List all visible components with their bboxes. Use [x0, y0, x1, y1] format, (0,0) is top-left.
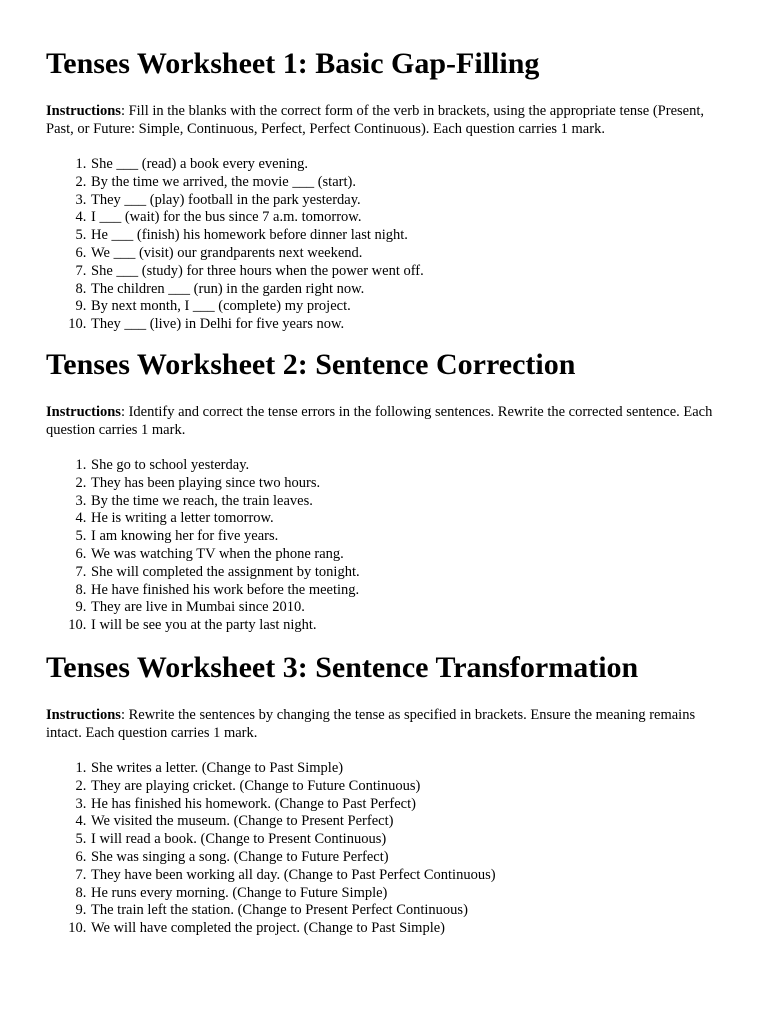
- worksheet-3-title: Tenses Worksheet 3: Sentence Transformation: [46, 650, 639, 684]
- question-item: 6. We was watching TV when the phone rang.: [90, 546, 722, 564]
- question-item: 5. I will read a book. (Change to Present Continuous): [90, 831, 722, 849]
- question-item: 10. We will have completed the project. (Change to Past Simple): [90, 920, 722, 938]
- instructions-text: : Identify and correct the tense errors in the following sentences. Rewrite the corrected sentence. Each question carries 1 mark.: [46, 403, 713, 438]
- question-item: 9. They are live in Mumbai since 2010.: [90, 599, 722, 617]
- worksheet-1-questions: [46, 156, 722, 334]
- worksheet-2-instructions: [46, 403, 722, 439]
- worksheet-2-questions: [46, 457, 722, 635]
- instructions-label: Instructions: [46, 403, 121, 420]
- instructions-label: Instructions: [46, 103, 121, 119]
- question-item: 9. The train left the station. (Change to Present Perfect Continuous): [90, 902, 722, 920]
- worksheet-2-title: Tenses Worksheet 2: Sentence Correction: [46, 347, 576, 381]
- worksheet-1-title: Tenses Worksheet 1: Basic Gap-Filling: [46, 47, 540, 80]
- question-item: 3. By the time we reach, the train leaves.: [90, 493, 722, 511]
- worksheet-3-questions: [46, 760, 722, 938]
- question-item: 6. We ___ (visit) our grandparents next weekend.: [90, 245, 722, 263]
- question-item: 3. He has finished his homework. (Change to Past Perfect): [90, 796, 722, 814]
- question-item: 5. I am knowing her for five years.: [90, 528, 722, 546]
- question-item: 1. She ___ (read) a book every evening.: [90, 156, 722, 174]
- question-item: 8. He have finished his work before the meeting.: [90, 582, 722, 600]
- question-item: 7. She will completed the assignment by tonight.: [90, 564, 722, 582]
- instructions-text: : Rewrite the sentences by changing the tense as specified in brackets. Ensure the meaning remains intact. Each question carries 1 mark.: [46, 706, 696, 741]
- question-item: 2. By the time we arrived, the movie ___ (start).: [90, 174, 722, 192]
- question-item: 10. They ___ (live) in Delhi for five years now.: [90, 316, 722, 334]
- question-item: 2. They are playing cricket. (Change to Future Continuous): [90, 778, 722, 796]
- worksheet-3-section: [46, 650, 722, 938]
- question-item: 4. I ___ (wait) for the bus since 7 a.m. tomorrow.: [90, 209, 722, 227]
- worksheet-3-instructions: [46, 706, 722, 742]
- question-item: 3. They ___ (play) football in the park yesterday.: [90, 192, 722, 210]
- question-item: 6. She was singing a song. (Change to Future Perfect): [90, 849, 722, 867]
- worksheet-1-section: [46, 46, 722, 334]
- question-item: 8. The children ___ (run) in the garden right now.: [90, 281, 722, 299]
- question-item: 10. I will be see you at the party last night.: [90, 617, 722, 635]
- instructions-text: : Fill in the blanks with the correct form of the verb in brackets, using the appropriate tense (Present, Past, or Future: Simple, Continuous, Perfect, Perfect Continuous). Each question carries 1 mark.: [46, 103, 704, 137]
- question-item: 7. They have been working all day. (Change to Past Perfect Continuous): [90, 867, 722, 885]
- question-item: 1. She writes a letter. (Change to Past Simple): [90, 760, 722, 778]
- question-item: 4. We visited the museum. (Change to Present Perfect): [90, 813, 722, 831]
- question-item: 7. She ___ (study) for three hours when the power went off.: [90, 263, 722, 281]
- question-item: 4. He is writing a letter tomorrow.: [90, 510, 722, 528]
- question-item: 1. She go to school yesterday.: [90, 457, 722, 475]
- worksheet-1-instructions: [46, 102, 722, 138]
- question-item: 5. He ___ (finish) his homework before dinner last night.: [90, 227, 722, 245]
- instructions-label: Instructions: [46, 706, 121, 723]
- question-item: 2. They has been playing since two hours.: [90, 475, 722, 493]
- question-item: 9. By next month, I ___ (complete) my project.: [90, 298, 722, 316]
- question-item: 8. He runs every morning. (Change to Future Simple): [90, 885, 722, 903]
- worksheet-2-section: [46, 347, 722, 635]
